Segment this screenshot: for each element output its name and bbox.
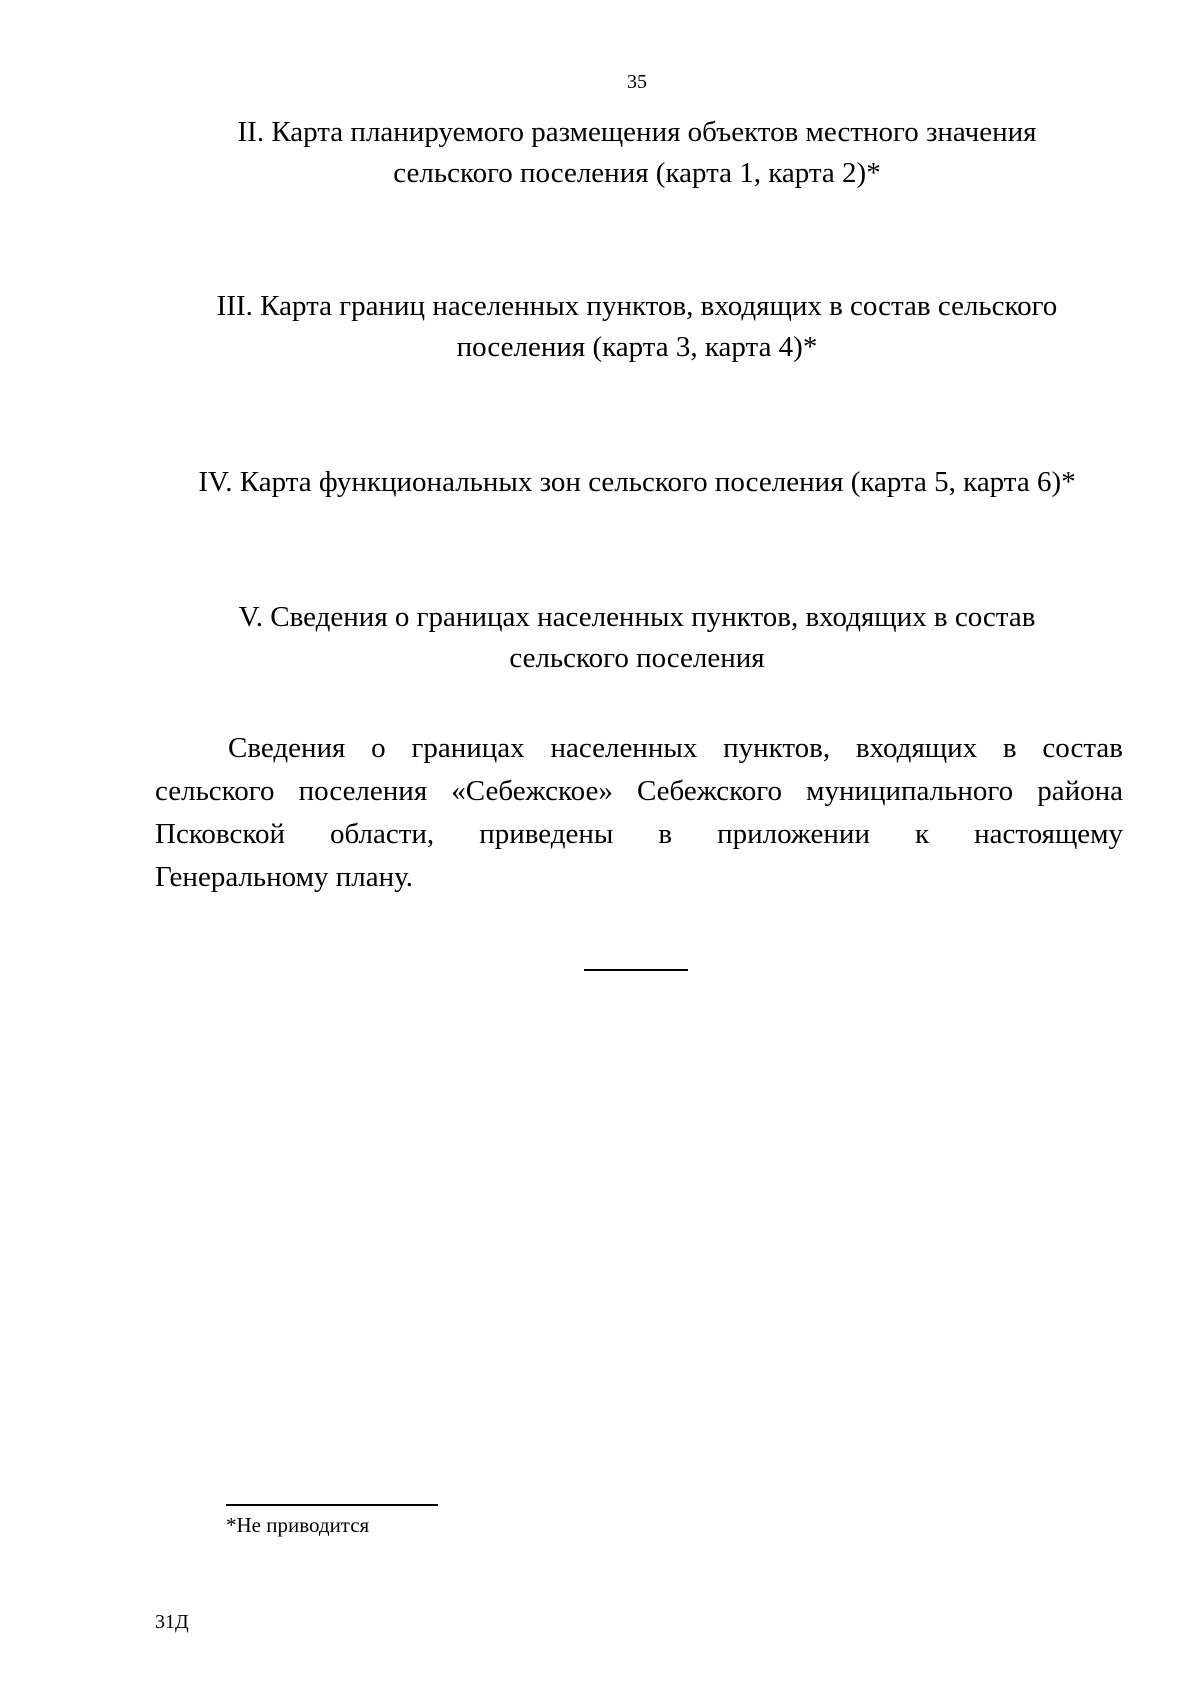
page-number: 35 [627,71,647,93]
end-of-text-rule [584,969,688,971]
heading-line: II. Карта планируемого размещения объектов местного значения [237,116,1037,148]
body-paragraph [155,727,1123,899]
section-heading-2 [150,112,1124,194]
paragraph-line: сельского поселения «Себежское» Себежского муниципального района [155,775,1123,807]
heading-line: V. Сведения о границах населенных пунктов, входящих в состав [238,601,1036,633]
paragraph-line: Сведения о границах населенных пунктов, входящих в состав [228,732,1123,764]
paragraph-line: Генеральному плану. [155,861,413,893]
section-heading-3 [150,286,1124,368]
footnote-separator [226,1504,438,1506]
heading-line: сельского поселения (карта 1, карта 2)* [393,157,881,189]
heading-line: сельского поселения [509,642,765,674]
heading-line: III. Карта границ населенных пунктов, входящих в состав сельского [216,290,1058,322]
section-heading-4 [150,462,1124,503]
section-heading-5 [150,597,1124,679]
paragraph-line: Псковской области, приведены в приложении к настоящему [155,818,1123,850]
heading-line: IV. Карта функциональных зон сельского поселения (карта 5, карта 6)* [198,466,1076,498]
heading-line: поселения (карта 3, карта 4)* [456,331,818,363]
document-code: 31Д [155,1611,189,1633]
footnote-text: *Не приводится [226,1513,370,1537]
